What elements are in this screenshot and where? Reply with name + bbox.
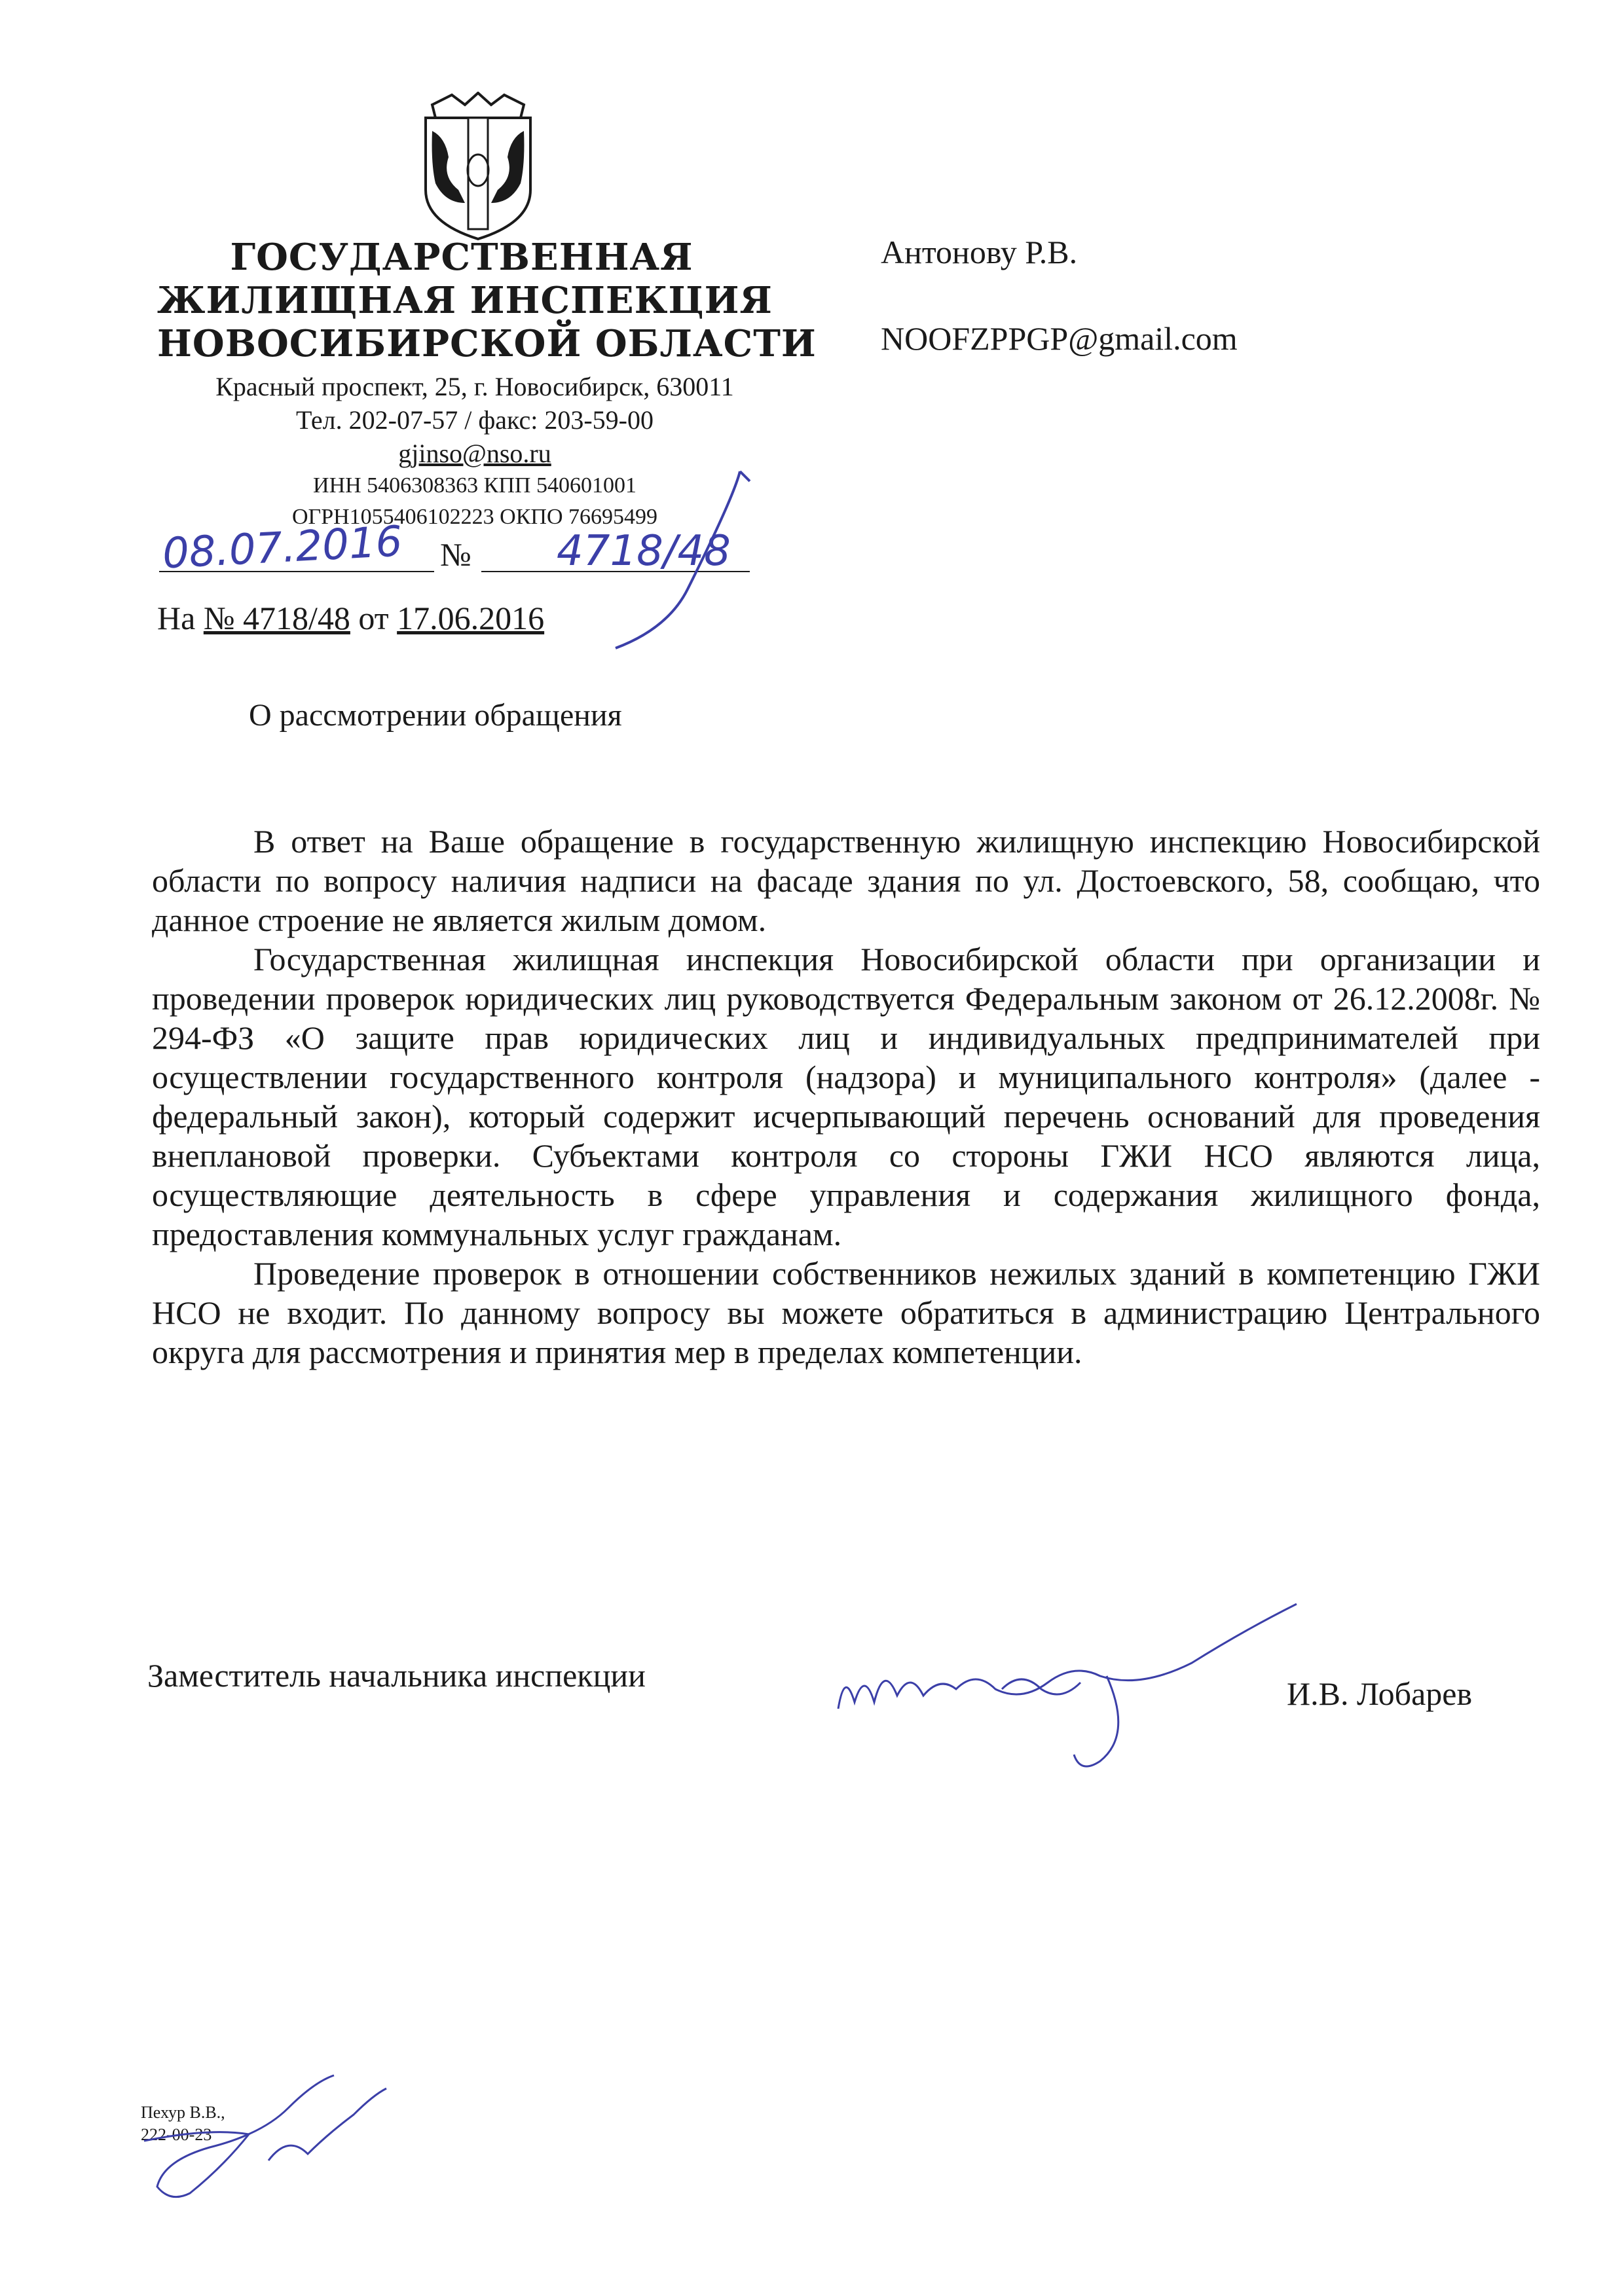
executor-name: Пехур В.В., xyxy=(141,2103,225,2122)
org-email-link[interactable]: gjinso@nso.ru xyxy=(398,439,551,468)
reference-from-label: от xyxy=(358,600,389,636)
recipient-email: NOOFZPPGP@gmail.com xyxy=(881,320,1238,357)
handwritten-signature xyxy=(825,1591,1323,1787)
body-paragraph-1: В ответ на Ваше обращение в государственную жилищную инспекцию Новосибирской области по вопросу наличия надписи на фасаде здания по ул. Достоевского, 58, сообщаю, что данное строение не является жилым домом. xyxy=(152,823,1540,938)
coat-of-arms-icon xyxy=(406,92,550,242)
body-paragraph-2: Государственная жилищная инспекция Новосибирской области при организации и проведении проверок юридических лиц руководствуется Федеральным законом от 26.12.2008г. № 294-ФЗ «О защите прав юридических лиц и индивидуальных предпринимателей при осуществлении государственного контроля (надзора) и муниципального контроля» (далее - федеральный закон), который содержит исчерпывающий перечень оснований для проведения внеплановой проверки. Субъектами контроля со стороны ГЖИ НСО являются лица, осуществляющие деятельность в сфере управления и содержания жилищного фонда, предоставления коммунальных услуг гражданам. xyxy=(152,941,1540,1252)
org-phone: Тел. 202-07-57 / факс: 203-59-00 xyxy=(296,405,654,435)
recipient-block xyxy=(881,232,1238,358)
executor-phone: 222-00-23 xyxy=(141,2125,212,2144)
reference-number: № 4718/48 xyxy=(203,600,350,636)
signatory-title: Заместитель начальника инспекции xyxy=(147,1657,646,1694)
org-name-line-1: ГОСУДАРСТВЕННАЯ xyxy=(230,236,693,279)
reg-number-handwritten: 4718/48 xyxy=(557,527,731,575)
org-inn-kpp: ИНН 5406308363 КПП 540601001 xyxy=(313,473,637,498)
letter-body xyxy=(152,822,1540,1372)
org-name-line-3: НОВОСИБИРСКОЙ ОБЛАСТИ xyxy=(157,322,817,365)
pen-stroke-mark xyxy=(589,458,766,655)
reference-prefix: На xyxy=(157,600,196,636)
reference-line xyxy=(157,599,544,637)
reference-date: 17.06.2016 xyxy=(397,600,545,636)
executor-signature xyxy=(118,2062,406,2206)
organization-name xyxy=(157,236,817,365)
signatory-name: И.В. Лобарев xyxy=(1287,1675,1473,1712)
org-address: Красный проспект, 25, г. Новосибирск, 630011 xyxy=(215,372,734,401)
org-ogrn-okpo: ОГРН1055406102223 ОКПО 76695499 xyxy=(291,505,657,529)
letter-subject: О рассмотрении обращения xyxy=(249,698,622,733)
reg-number-label: № xyxy=(440,536,471,573)
reg-date-handwritten: 08.07.2016 xyxy=(161,517,404,579)
recipient-name: Антонову Р.В. xyxy=(881,234,1078,270)
body-paragraph-3: Проведение проверок в отношении собственников нежилых зданий в компетенцию ГЖИ НСО не входит. По данному вопросу вы можете обратиться в администрацию Центрального округа для рассмотрения и принятия мер в пределах компетенции. xyxy=(152,1255,1540,1370)
org-name-line-2: ЖИЛИЩНАЯ ИНСПЕКЦИЯ xyxy=(157,279,773,322)
